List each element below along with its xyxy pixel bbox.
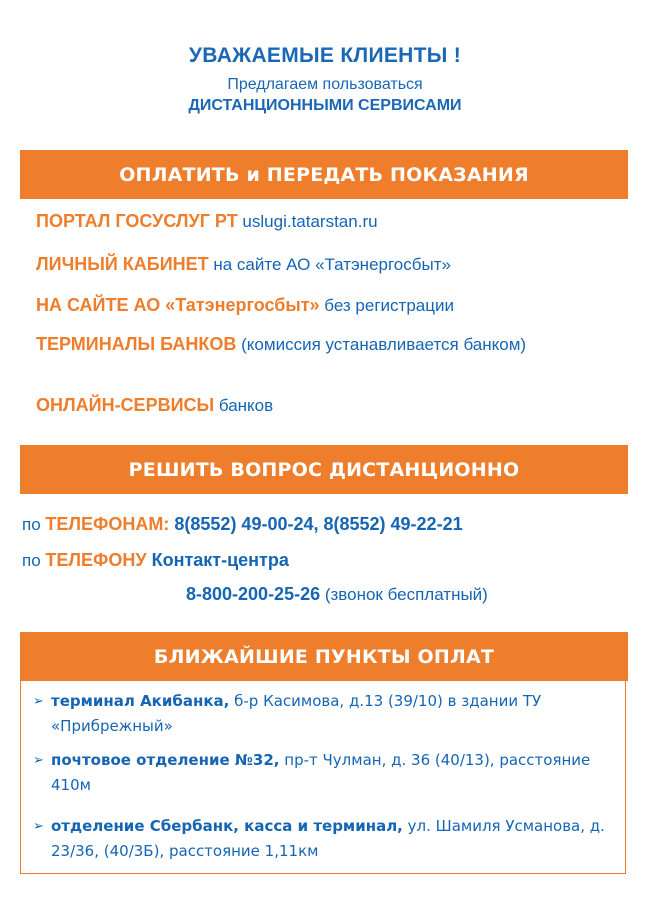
point-item-post [33, 748, 613, 798]
contact-note: (звонок бесплатный) [320, 585, 488, 604]
bullet-arrow-icon: ➢ [33, 694, 44, 709]
pay-method-terminals [36, 333, 596, 356]
pay-method-gosuslugi [36, 210, 378, 233]
bullet-arrow-icon: ➢ [33, 753, 44, 768]
remote-section-banner: РЕШИТЬ ВОПРОС ДИСТАНЦИОННО [20, 445, 628, 494]
point-item-akibank [33, 689, 613, 739]
pay-method-key: НА САЙТЕ АО «Татэнергосбыт» [36, 295, 320, 315]
phones-numbers[interactable]: 8(8552) 49-00-24, 8(8552) 49-22-21 [169, 514, 463, 534]
pay-method-text: без регистрации [319, 296, 454, 315]
point-address: б-р Касимова, д.13 (39/10) в здании ТУ «Прибрежный» [51, 692, 542, 735]
pay-method-text[interactable]: uslugi.tatarstan.ru [237, 212, 378, 231]
contact-number-row [186, 584, 488, 605]
contact-label: Контакт-центра [146, 550, 289, 570]
page-subtitle-bold: ДИСТАНЦИОННЫМИ СЕРВИСАМИ [188, 97, 462, 114]
points-section-banner: БЛИЖАЙШИЕ ПУНКТЫ ОПЛАТ [20, 632, 628, 681]
point-title: почтовое отделение №32, [51, 751, 280, 769]
point-title: отделение Сбербанк, касса и терминал, [51, 817, 403, 835]
pay-method-cabinet [36, 253, 451, 276]
page-subtitle: Предлагаем пользоваться [227, 76, 423, 93]
contact-number[interactable]: 8-800-200-25-26 [186, 584, 321, 604]
phones-prefix: по [22, 515, 46, 534]
bullet-arrow-icon: ➢ [33, 819, 44, 834]
pay-method-key: ПОРТАЛ ГОСУСЛУГ РТ [36, 211, 238, 231]
pay-method-key: ОНЛАЙН-СЕРВИСЫ [36, 395, 215, 415]
contact-key: ТЕЛЕФОНУ [45, 550, 147, 570]
contact-prefix: по [22, 551, 46, 570]
pay-method-key: ТЕРМИНАЛЫ БАНКОВ [36, 334, 237, 354]
pay-method-site [36, 294, 454, 317]
page-title: УВАЖАЕМЫЕ КЛИЕНТЫ ! [188, 44, 462, 67]
pay-section-banner: ОПЛАТИТЬ и ПЕРЕДАТЬ ПОКАЗАНИЯ [20, 150, 628, 199]
pay-method-online [36, 394, 273, 417]
pay-method-text: на сайте АО «Татэнергосбыт» [208, 255, 451, 274]
phones-key: ТЕЛЕФОНАМ: [45, 514, 170, 534]
points-box [20, 681, 626, 874]
point-item-sberbank [33, 814, 613, 864]
page-header [0, 44, 650, 115]
pay-method-key: ЛИЧНЫЙ КАБИНЕТ [36, 254, 209, 274]
point-address: пр-т Чулман, д. 36 (40/13), расстояние 410м [51, 751, 591, 794]
pay-method-text: (комиссия устанавливается банком) [236, 335, 527, 354]
pay-method-text: банков [214, 396, 274, 415]
point-title: терминал Акибанка, [51, 692, 230, 710]
point-address: ул. Шамиля Усманова, д. 23/36, (40/3Б), расстояние 1,11км [51, 817, 605, 860]
contact-center-row [22, 550, 289, 571]
phones-row [22, 514, 463, 535]
